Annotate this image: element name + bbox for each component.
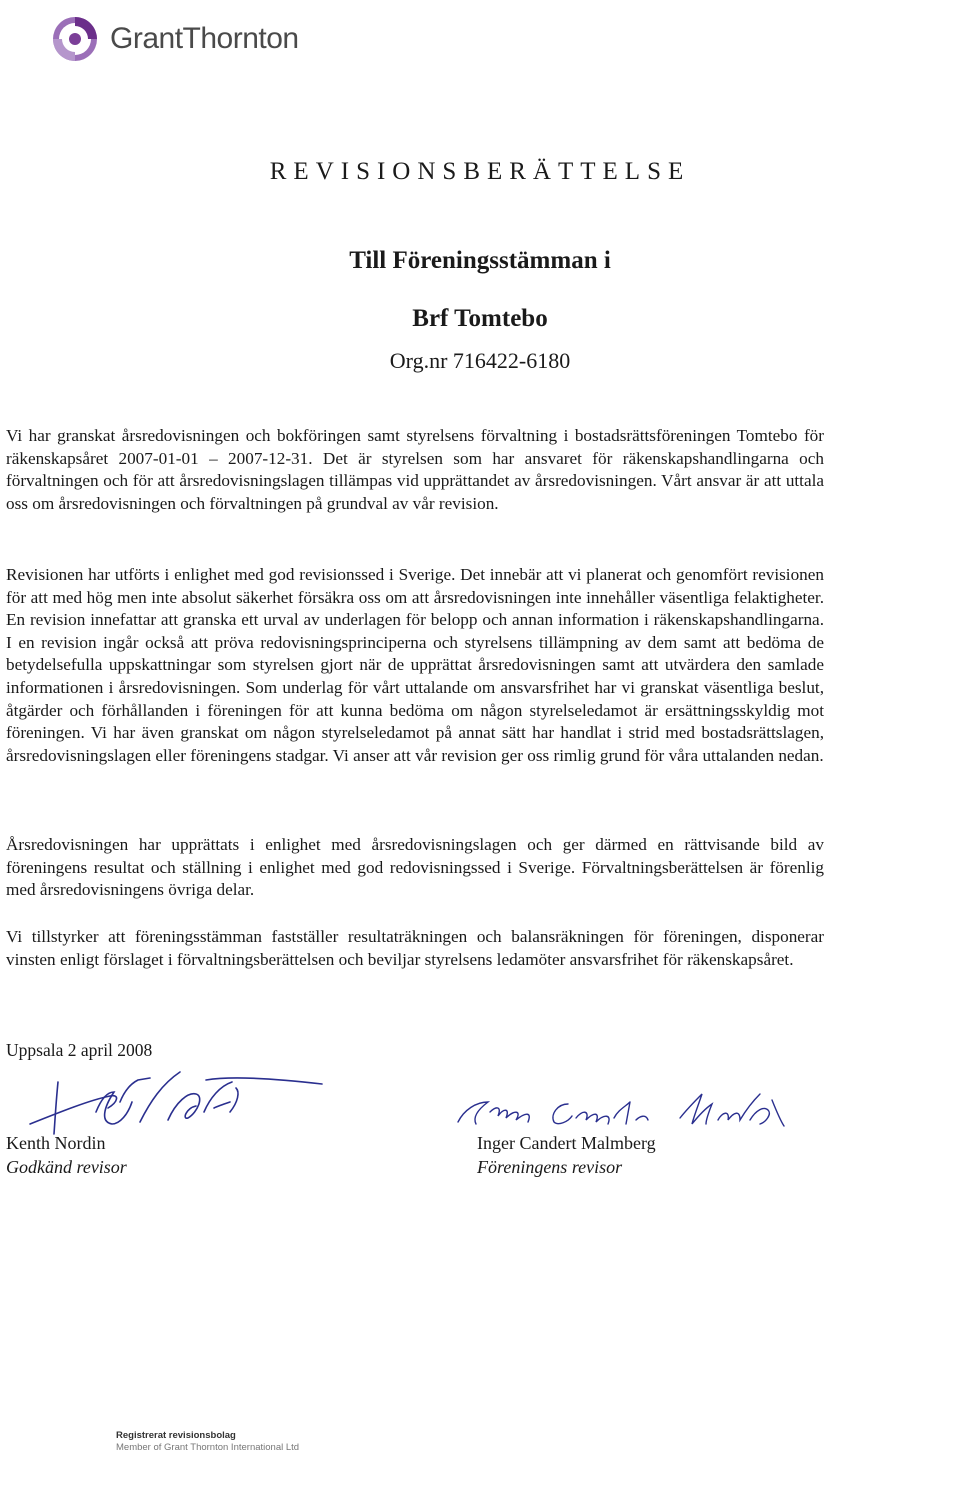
org-number: Org.nr 716422-6180 — [389, 348, 571, 373]
grant-thornton-logo-icon — [50, 14, 100, 64]
signatory-name: Inger Candert Malmberg — [477, 1133, 656, 1153]
signatory-name: Kenth Nordin — [6, 1133, 106, 1153]
footer — [116, 1430, 299, 1454]
footer-membership: Member of Grant Thornton International Ltd — [116, 1442, 300, 1453]
footer-registration: Registrerat revisionsbolag — [116, 1430, 236, 1441]
grant-thornton-logo — [50, 14, 299, 64]
paragraph-recommendation: Vi tillstyrker att föreningsstämman fastställer resultaträkningen och balansräkningen för föreningen, disponerar vinsten enligt förslaget i förvaltningsberättelsen och beviljar styrelsens ledamöter ansvarsfrihet för räkenskapsåret. — [6, 927, 824, 969]
signatory-kenth-nordin — [6, 1131, 127, 1179]
addressee-line1: Till Föreningsstämman i — [349, 247, 611, 274]
signatory-role: Föreningens revisor — [477, 1157, 623, 1177]
document-title: REVISIONSBERÄTTELSE — [269, 158, 691, 185]
signatory-role: Godkänd revisor — [6, 1157, 127, 1177]
paragraph-opinion: Årsredovisningen har upprättats i enlighet med årsredovisningslagen och ger därmed en rättvisande bild av föreningens resultat och ställning i enlighet med god redovisningssed i Sverige. Förvaltningsberättelsen är förenlig med årsredovisningens övriga delar. — [6, 835, 824, 900]
logo-wordmark: GrantThornton — [110, 22, 299, 55]
place-date: Uppsala 2 april 2008 — [6, 1040, 153, 1060]
paragraph-audit-method: Revisionen har utförts i enlighet med god revisionssed i Sverige. Det innebär att vi planerat och genomfört revisionen för att med hög men inte absolut säkerhet försäkra oss om att årsredovisningen inte innehåller väsentliga felaktigheter. En revision innefattar att granska ett urval av underlagen för belopp och annan information i räkenskapshandlingarna. I en revision ingår också att pröva redovisningsprinciperna och styrelsens tillämpning av dem samt att bedöma de betydelsefulla uppskattningar som styrelsen gjort när de upprättat årsredovisningen samt att utvärdera den samlade informationen i årsredovisningen. Som underlag för vårt uttalande om ansvarsfrihet har vi granskat väsentliga beslut, åtgärder och förhållanden i föreningen för att kunna bedöma om någon styrelseledamot är ersättningsskyldig mot föreningen. Vi har även granskat om någon styrelseledamot på annat sätt har handlat i strid med bostadsrättslagen, årsredovisningslagen eller föreningens stadgar. Vi anser att vår revision ger oss rimlig grund för våra uttalanden nedan. — [6, 565, 824, 765]
addressee-line2: Brf Tomtebo — [412, 305, 548, 332]
signatory-inger-candert-malmberg — [477, 1131, 656, 1179]
signature-kenth-nordin — [0, 1062, 330, 1142]
paragraph-scope: Vi har granskat årsredovisningen och bokföringen samt styrelsens förvaltning i bostadsrättsföreningen Tomtebo för räkenskapsåret 2007-01-01 – 2007-12-31. Det är styrelsen som har ansvaret för räkenskapshandlingarna och förvaltningen och för att årsredovisningslagen tillämpas vid upprättandet av årsredovisningen. Vårt ansvar är att uttala oss om årsredovisningen och förvaltningen på grundval av vår revision. — [6, 426, 824, 513]
